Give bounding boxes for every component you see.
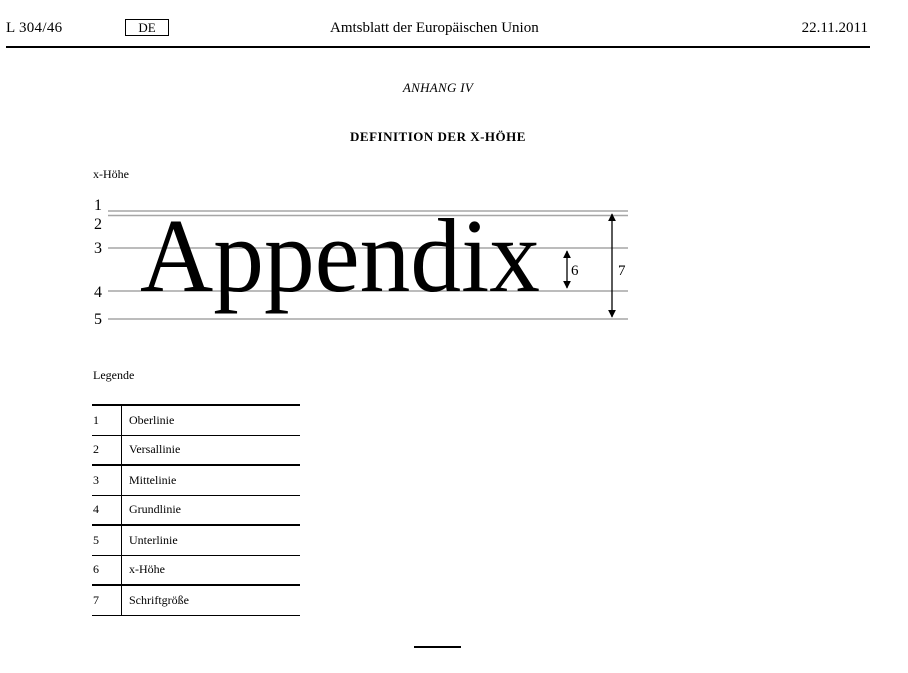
legend-number: 6: [92, 555, 122, 585]
language-badge: DE: [125, 19, 169, 36]
legend-term: Unterlinie: [122, 525, 301, 555]
line-number-5: 5: [94, 311, 102, 328]
line-number-4: 4: [94, 284, 102, 301]
legend-term: x-Höhe: [122, 555, 301, 585]
legend-number: 7: [92, 585, 122, 615]
legend-term: Schriftgröße: [122, 585, 301, 615]
legend-row: [92, 555, 300, 585]
header-rule: [6, 46, 870, 48]
line-number-3: 3: [94, 240, 102, 257]
legend-term: Versallinie: [122, 435, 301, 465]
legend-row: [92, 465, 300, 495]
legend-number: 4: [92, 495, 122, 525]
legend-row: [92, 495, 300, 525]
line-number-1: 1: [94, 197, 102, 214]
legend-row: [92, 585, 300, 615]
journal-title: Amtsblatt der Europäischen Union: [330, 20, 539, 36]
legend-row: [92, 525, 300, 555]
legend-number: 3: [92, 465, 122, 495]
annex-title: ANHANG IV: [402, 80, 474, 95]
publication-date: 22.11.2011: [801, 20, 868, 36]
legend-number: 5: [92, 525, 122, 555]
legend-heading: Legende: [93, 368, 135, 382]
page-header: [0, 0, 908, 48]
figure-caption: x-Höhe: [93, 167, 129, 181]
legend-row: [92, 435, 300, 465]
page-reference: L 304/46: [6, 20, 63, 36]
sample-word: Appendix: [140, 197, 540, 314]
line-number-2: 2: [94, 216, 102, 233]
section-title: DEFINITION DER X-HÖHE: [350, 129, 526, 144]
legend-row: [92, 405, 300, 435]
legend-term: Grundlinie: [122, 495, 301, 525]
end-rule: [414, 646, 461, 648]
legend-term: Oberlinie: [129, 412, 175, 427]
legend-number: 2: [92, 435, 122, 465]
measure-label-7: 7: [618, 263, 626, 279]
legend-table: [92, 404, 300, 616]
measure-label-6: 6: [571, 263, 579, 279]
legend-term: Mittelinie: [122, 465, 301, 495]
legend-number: 1: [92, 405, 122, 435]
